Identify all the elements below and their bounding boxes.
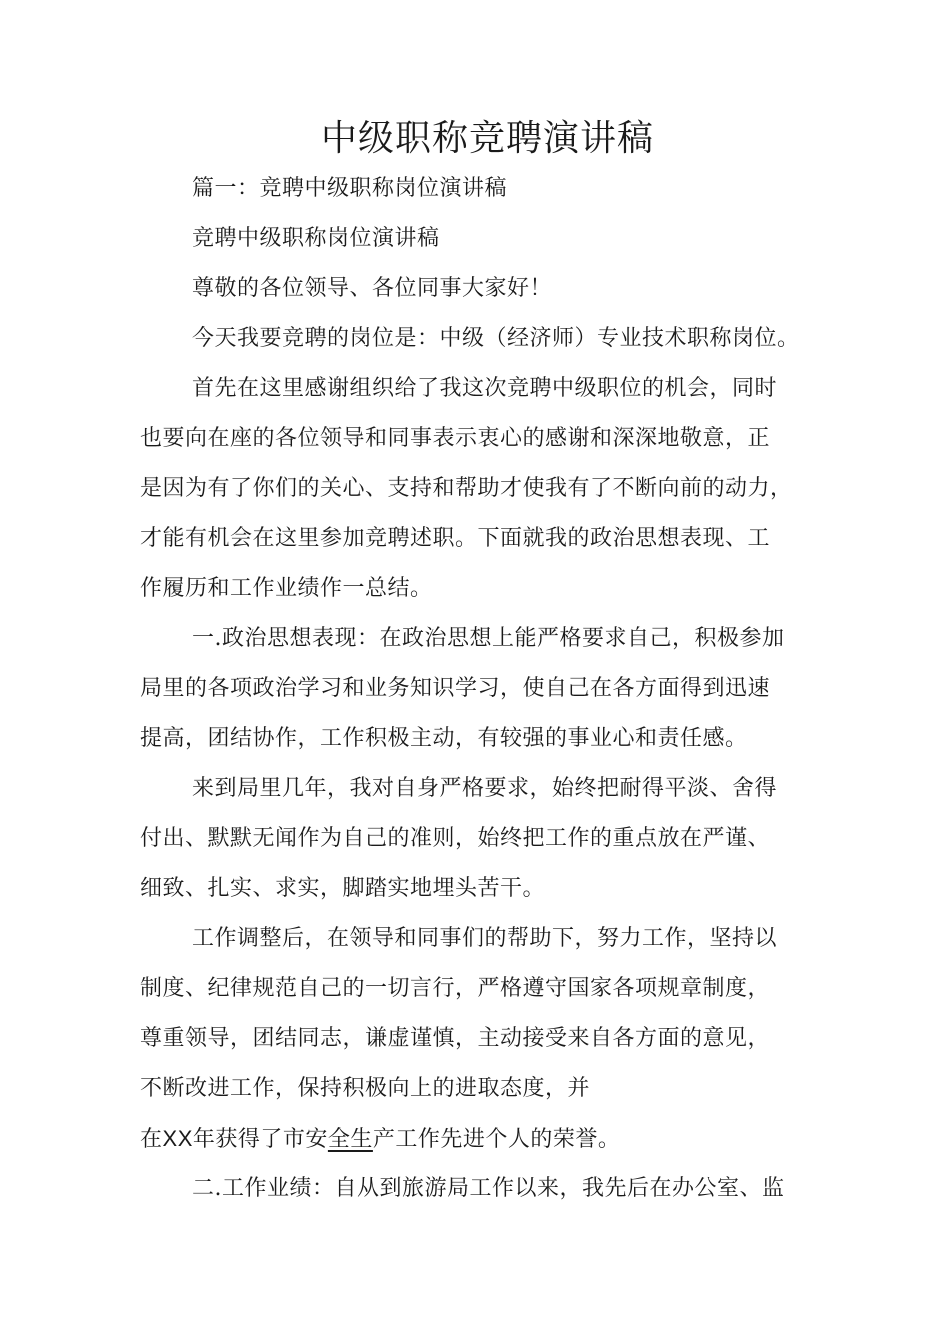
paragraph-line: 不断改进工作，保持积极向上的进取态度，并 xyxy=(140,1076,591,1101)
underlined-text: 全生 xyxy=(327,1127,373,1152)
paragraph-line: 来到局里几年，我对自身严格要求，始终把耐得平淡、舍得 xyxy=(192,776,778,801)
subtitle-line: 竞聘中级职称岗位演讲稿 xyxy=(192,226,440,251)
paragraph-line: 制度、纪律规范自己的一切言行，严格遵守国家各项规章制度， xyxy=(140,976,771,1001)
year-placeholder: XX xyxy=(162,1126,193,1151)
paragraph-line: 付出、默默无闻作为自己的准则，始终把工作的重点放在严谨、 xyxy=(140,826,771,851)
section-heading-line: 二.工作业绩：自从到旅游局工作以来，我先后在办公室、监 xyxy=(192,1176,785,1201)
paragraph-line-award xyxy=(140,1124,840,1155)
paragraph-line: 今天我要竞聘的岗位是：中级（经济师）专业技术职称岗位。 xyxy=(192,326,800,351)
document-title: 中级职称竞聘演讲稿 xyxy=(320,118,654,159)
paragraph-line: 作履历和工作业绩作一总结。 xyxy=(140,576,433,601)
paragraph-line: 提高，团结协作，工作积极主动，有较强的事业心和责任感。 xyxy=(140,726,748,751)
paragraph-line: 一.政治思想表现：在政治思想上能严格要求自己，积极参加 xyxy=(192,626,785,651)
paragraph-line: 工作调整后，在领导和同事们的帮助下，努力工作，坚持以 xyxy=(192,926,778,951)
section-heading: 篇一：竞聘中级职称岗位演讲稿 xyxy=(192,176,508,201)
paragraph-line: 才能有机会在这里参加竞聘述职。下面就我的政治思想表现、工 xyxy=(140,526,771,551)
paragraph-line: 尊重领导，团结同志，谦虚谨慎，主动接受来自各方面的意见， xyxy=(140,1026,771,1051)
paragraph-line: 局里的各项政治学习和业务知识学习，使自己在各方面得到迅速 xyxy=(140,676,771,701)
text-segment: 在 xyxy=(140,1127,163,1152)
paragraph-line: 是因为有了你们的关心、支持和帮助才使我有了不断向前的动力， xyxy=(140,476,793,501)
text-segment: 年获得了市安 xyxy=(192,1127,328,1152)
text-segment: 产工作先进个人的荣誉。 xyxy=(372,1127,621,1152)
paragraph-line: 细致、扎实、求实，脚踏实地埋头苦干。 xyxy=(140,876,546,901)
paragraph-line: 首先在这里感谢组织给了我这次竞聘中级职位的机会，同时 xyxy=(192,376,778,401)
paragraph-line: 也要向在座的各位领导和同事表示衷心的感谢和深深地敬意，正 xyxy=(140,426,771,451)
greeting-line: 尊敬的各位领导、各位同事大家好！ xyxy=(192,276,553,301)
